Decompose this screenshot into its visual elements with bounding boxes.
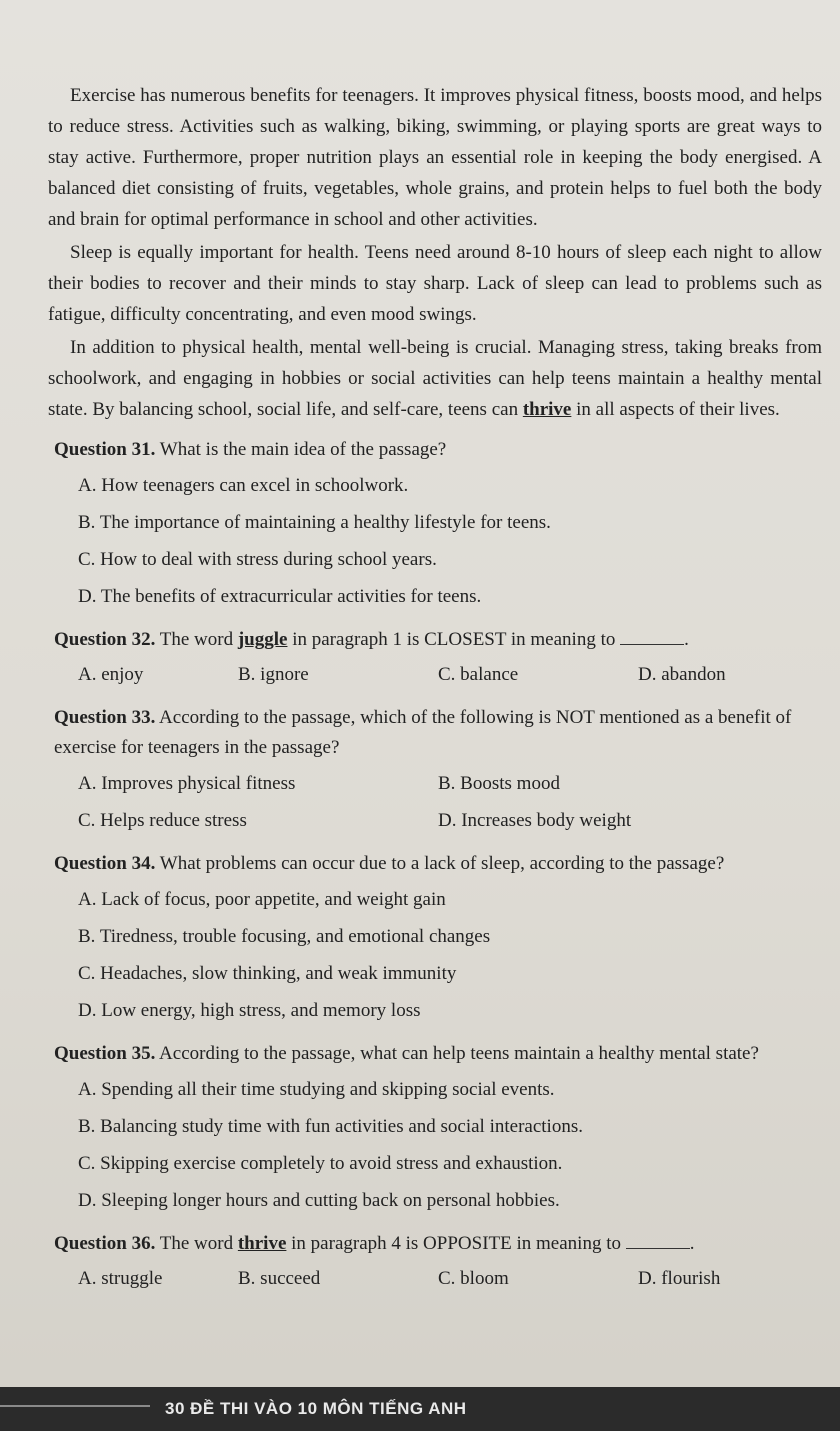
question-31-text: What is the main idea of the passage? xyxy=(155,439,447,460)
question-35-text: According to the passage, what can help teens maintain a healthy mental state? xyxy=(155,1043,759,1064)
q33-option-c: C. Helps reduce stress xyxy=(78,810,247,831)
question-35-stem xyxy=(54,1039,822,1069)
q32-option-a: A. enjoy xyxy=(78,664,144,685)
question-33 xyxy=(48,703,822,839)
q33-option-a: A. Improves physical fitness xyxy=(78,773,296,794)
question-36-text-after: in paragraph 4 is OPPOSITE in meaning to xyxy=(286,1233,621,1254)
question-36-text-before: The word xyxy=(155,1233,238,1254)
q36-option-b: B. succeed xyxy=(238,1268,321,1289)
question-31 xyxy=(48,435,822,615)
q32-options xyxy=(78,657,822,693)
question-32 xyxy=(48,625,822,693)
question-33-stem xyxy=(54,703,822,763)
paragraph-3-text: In addition to physical health, mental well-being is crucial. Managing stress, taking breaks from schoolwork, and engaging in hobbies or social activities can help teens maintain a healthy mental state. By balancing school, social life, and self-care, teens can xyxy=(48,337,822,420)
question-33-label: Question 33. xyxy=(54,707,156,728)
passage-paragraph-1: Exercise has numerous benefits for teenagers. It improves physical fitness, boosts mood, and helps to reduce stress. Activities such as walking, biking, swimming, or playing sports are great ways to stay active. Furthermore, proper nutrition plays an essential role in keeping the body energised. A balanced diet consisting of fruits, vegetables, whole grains, and protein helps to fuel both the body and brain for optimal performance in school and other activities. xyxy=(48,85,822,230)
q35-option-d: D. Sleeping longer hours and cutting back on personal hobbies. xyxy=(78,1190,560,1211)
q34-option-c: C. Headaches, slow thinking, and weak immunity xyxy=(78,963,457,984)
question-36-label: Question 36. xyxy=(54,1233,156,1254)
paragraph-3-end: in all aspects of their lives. xyxy=(571,399,780,420)
q33-options xyxy=(78,765,822,839)
page-footer xyxy=(0,1387,840,1431)
underlined-word-thrive: thrive xyxy=(522,399,572,420)
question-34-label: Question 34. xyxy=(54,853,156,874)
question-32-label: Question 32. xyxy=(54,629,156,650)
footer-rule xyxy=(0,1405,150,1407)
answer-blank-36 xyxy=(626,1234,690,1249)
q32-option-d: D. abandon xyxy=(638,664,726,685)
question-35-label: Question 35. xyxy=(54,1043,156,1064)
question-34-text: What problems can occur due to a lack of sleep, according to the passage? xyxy=(155,853,725,874)
underlined-word-juggle: juggle xyxy=(237,629,288,650)
answer-blank xyxy=(620,630,684,645)
q35-option-a: A. Spending all their time studying and skipping social events. xyxy=(78,1079,555,1100)
q36-option-a: A. struggle xyxy=(78,1268,163,1289)
q31-option-a: A. How teenagers can excel in schoolwork. xyxy=(78,475,409,496)
q36-option-d: D. flourish xyxy=(638,1268,721,1289)
q33-option-d: D. Increases body weight xyxy=(438,810,632,831)
q31-option-c: C. How to deal with stress during school years. xyxy=(78,549,437,570)
question-36-stem: Question 36. The word thrive in paragraph 4 is OPPOSITE in meaning to . xyxy=(54,1233,695,1254)
q31-option-d: D. The benefits of extracurricular activities for teens. xyxy=(78,586,482,607)
q34-option-a: A. Lack of focus, poor appetite, and weight gain xyxy=(78,889,446,910)
q32-option-b: B. ignore xyxy=(238,664,309,685)
q33-option-b: B. Boosts mood xyxy=(438,773,560,794)
q34-option-d: D. Low energy, high stress, and memory loss xyxy=(78,1000,421,1021)
question-32-text-after: in paragraph 1 is CLOSEST in meaning to xyxy=(287,629,616,650)
question-32-text-before: The word xyxy=(155,629,238,650)
q36-options xyxy=(78,1261,822,1297)
q35-option-c: C. Skipping exercise completely to avoid stress and exhaustion. xyxy=(78,1153,563,1174)
question-35 xyxy=(48,1039,822,1219)
question-33-text: According to the passage, which of the following is NOT mentioned as a benefit of exercise for teenagers in the passage? xyxy=(54,707,792,758)
passage-paragraph-3 xyxy=(48,332,822,425)
question-34 xyxy=(48,849,822,1029)
question-31-stem xyxy=(54,435,822,465)
q35-option-b: B. Balancing study time with fun activities and social interactions. xyxy=(78,1116,583,1137)
footer-book-title: 30 ĐỀ THI VÀO 10 MÔN TIẾNG ANH xyxy=(165,1399,467,1418)
q31-option-b: B. The importance of maintaining a healthy lifestyle for teens. xyxy=(78,512,551,533)
passage-paragraph-2: Sleep is equally important for health. Teens need around 8-10 hours of sleep each night to allow their bodies to recover and their minds to stay sharp. Lack of sleep can lead to problems such as fatigue, difficulty concentrating, and even mood swings. xyxy=(48,242,822,325)
question-31-label: Question 31. xyxy=(54,439,156,460)
q34-option-b: B. Tiredness, trouble focusing, and emotional changes xyxy=(78,926,491,947)
question-34-stem xyxy=(54,849,822,879)
question-36 xyxy=(48,1229,822,1297)
underlined-word-thrive-q36: thrive xyxy=(237,1233,287,1254)
question-32-stem: Question 32. The word juggle in paragraph 1 is CLOSEST in meaning to . xyxy=(54,629,689,650)
q32-option-c: C. balance xyxy=(438,664,519,685)
q36-option-c: C. bloom xyxy=(438,1268,509,1289)
